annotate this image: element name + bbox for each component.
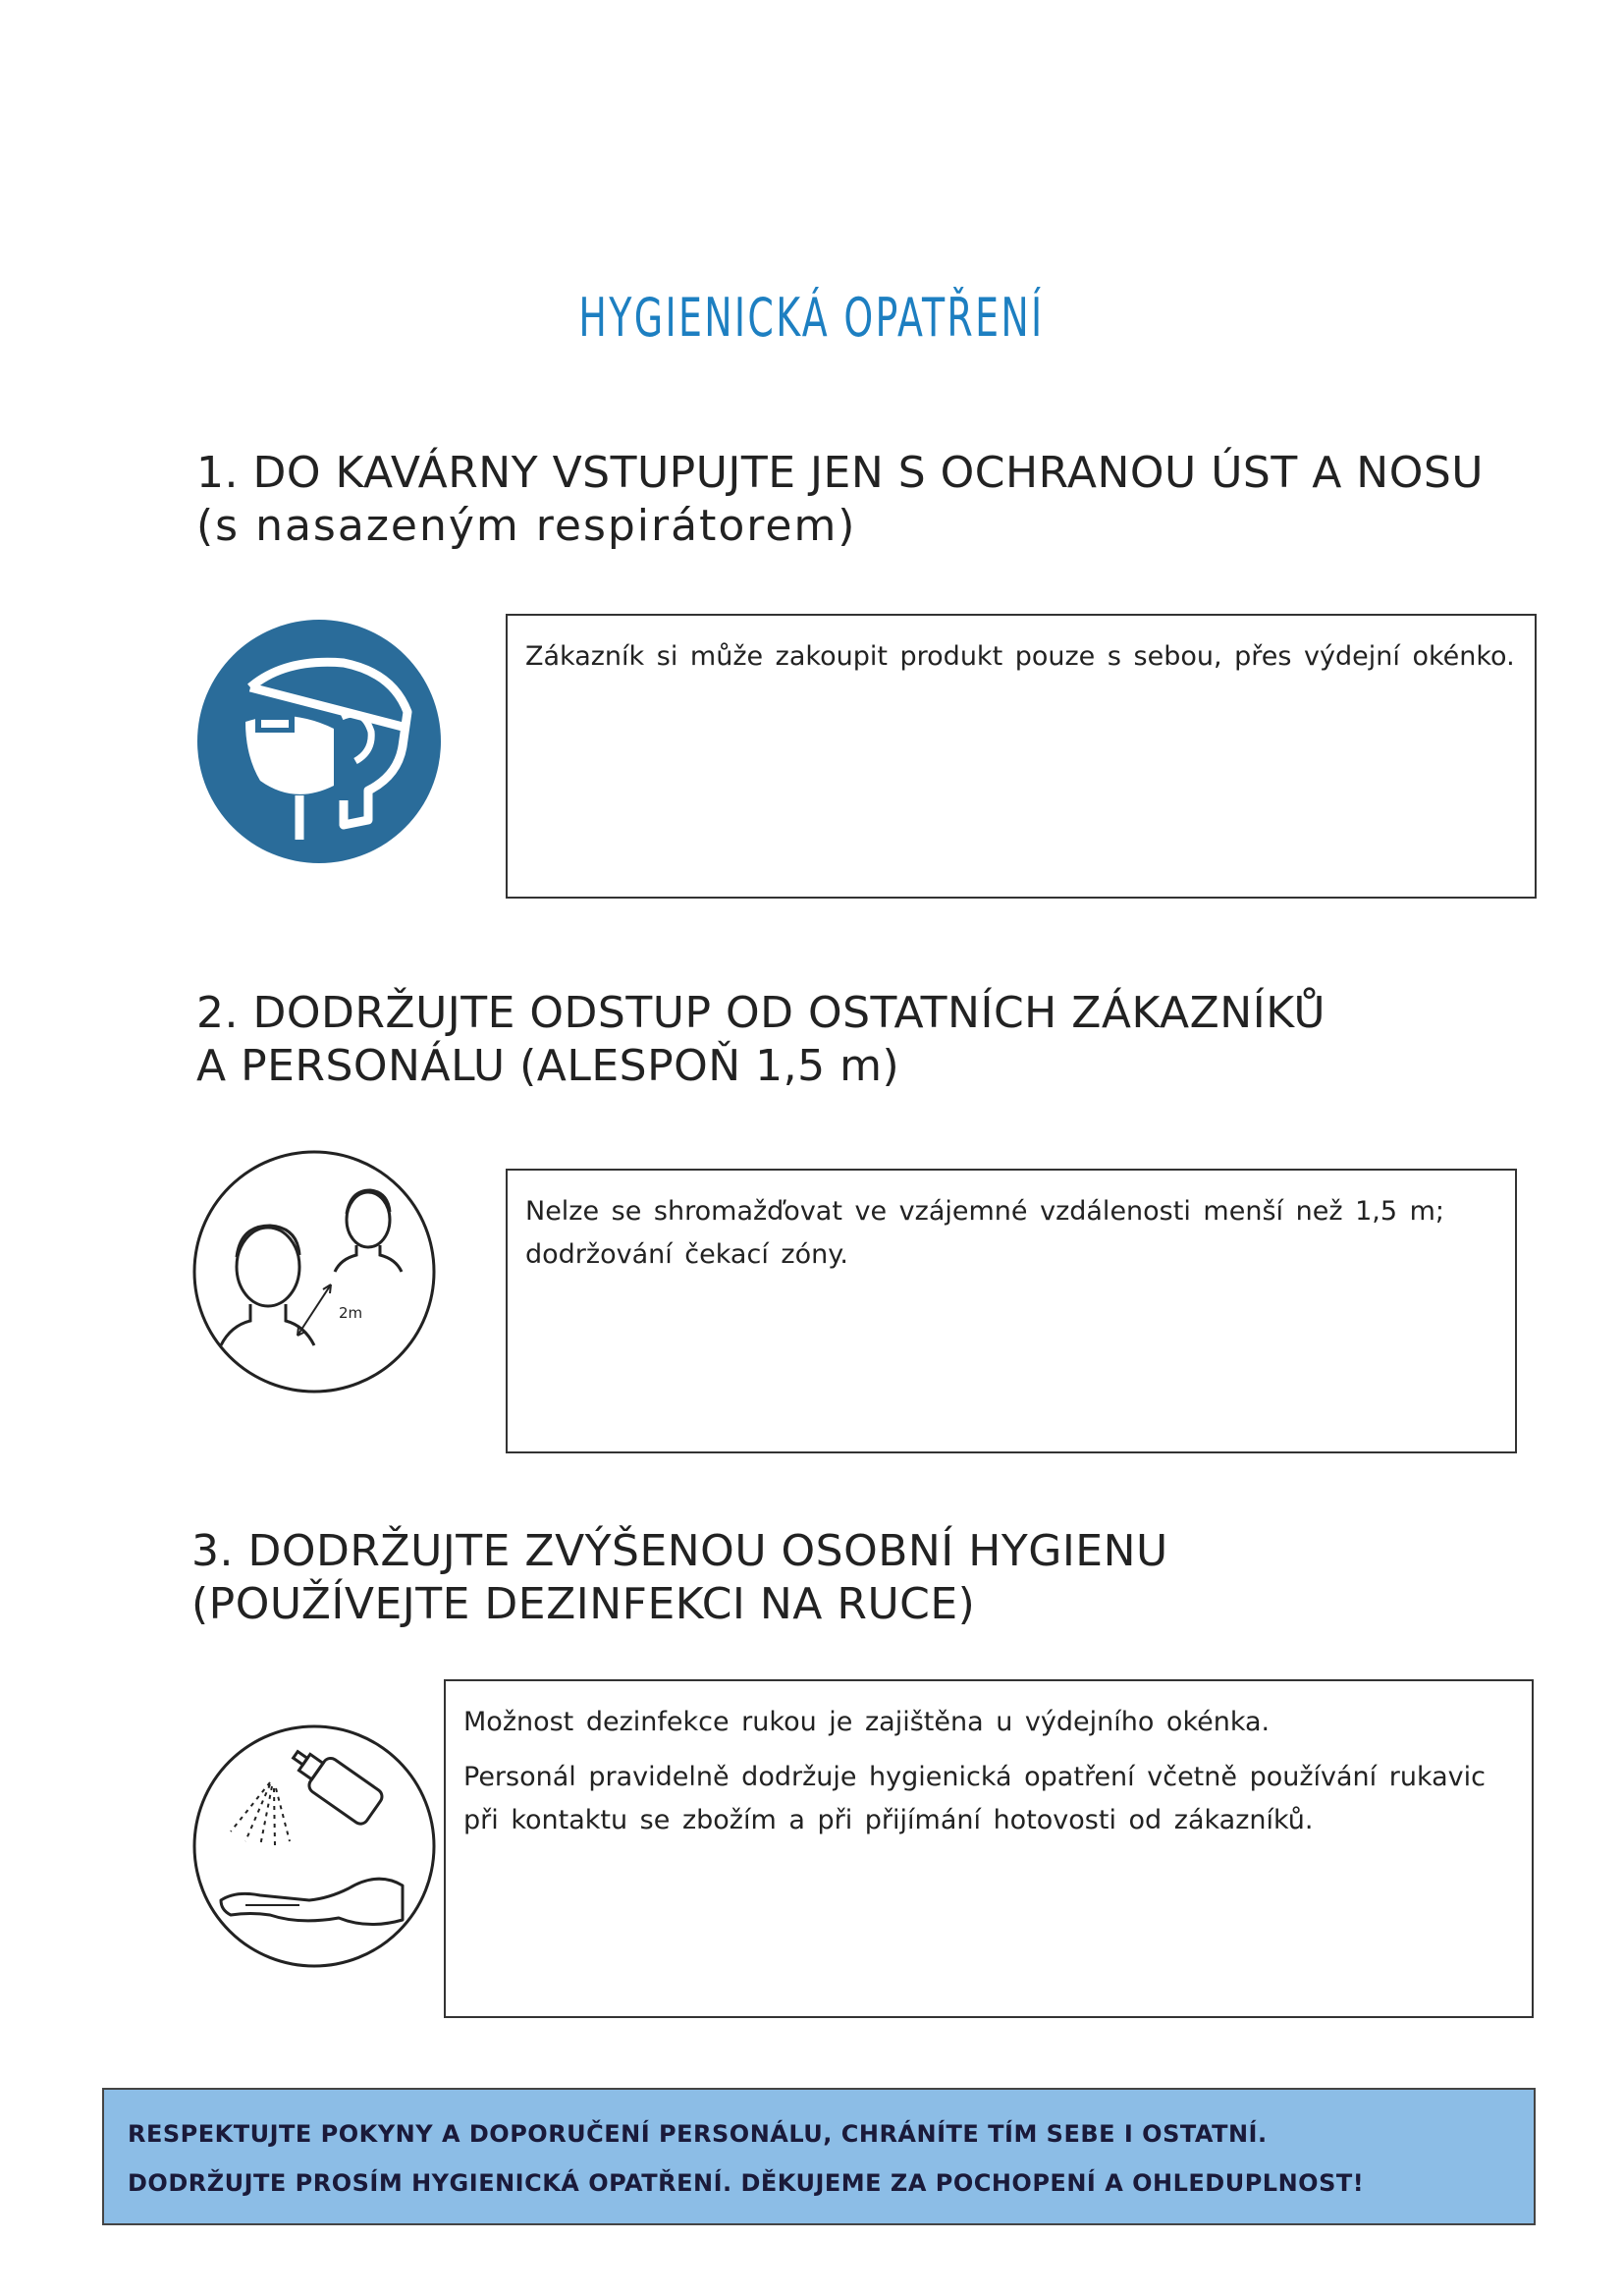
section-1-info-box [506, 614, 1537, 899]
section-2-info-text: Nelze se shromažďovat ve vzájemné vzdálenosti menší než 1,5 m; dodržování čekací zóny. [525, 1196, 1444, 1270]
section-2-heading [196, 987, 1325, 1093]
footer-line-1: RESPEKTUJTE POKYNY A DOPORUČENÍ PERSONÁLU, CHRÁNÍTE TÍM SEBE I OSTATNÍ. [128, 2120, 1268, 2148]
section-3-heading [191, 1525, 1168, 1631]
section-2-heading-line2: A PERSONÁLU (ALESPOŇ 1,5 m) [196, 1041, 900, 1091]
social-distance-icon [191, 1149, 437, 1394]
section-2-info-box [506, 1169, 1517, 1453]
section-3-info-text-2: Personál pravidelně dodržuje hygienická opatření včetně používání rukavic při kontaktu se zbožím a při přijímání hotovosti od zákazníků. [463, 1762, 1486, 1835]
footer-notice [102, 2088, 1536, 2225]
section-1-info-text: Zákazník si může zakoupit produkt pouze s sebou, přes výdejní okénko. [525, 641, 1515, 672]
section-3-info-box [444, 1679, 1534, 2018]
section-1-heading-line1: 1. DO KAVÁRNY VSTUPUJTE JEN S OCHRANOU ÚST A NOSU [196, 448, 1484, 498]
section-3-heading-line1: 3. DODRŽUJTE ZVÝŠENOU OSOBNÍ HYGIENU [191, 1526, 1168, 1576]
footer-line-2: DODRŽUJTE PROSÍM HYGIENICKÁ OPATŘENÍ. DĚKUJEME ZA POCHOPENÍ A OHLEDUPLNOST! [128, 2169, 1365, 2197]
section-1-heading-line2: (s nasazeným respirátorem) [196, 501, 857, 551]
section-2-heading-line1: 2. DODRŽUJTE ODSTUP OD OSTATNÍCH ZÁKAZNÍKŮ [196, 988, 1326, 1038]
respirator-mask-icon [196, 619, 442, 864]
page-title: HYGIENICKÁ OPATŘENÍ [578, 287, 1045, 349]
hand-sanitizer-icon [191, 1723, 437, 1969]
section-3-info-text-1: Možnost dezinfekce rukou je zajištěna u výdejního okénka. [463, 1707, 1271, 1737]
section-1-heading [196, 447, 1484, 553]
section-3-heading-line2: (POUŽÍVEJTE DEZINFEKCI NA RUCE) [191, 1579, 976, 1629]
distance-label: 2m [339, 1304, 363, 1322]
